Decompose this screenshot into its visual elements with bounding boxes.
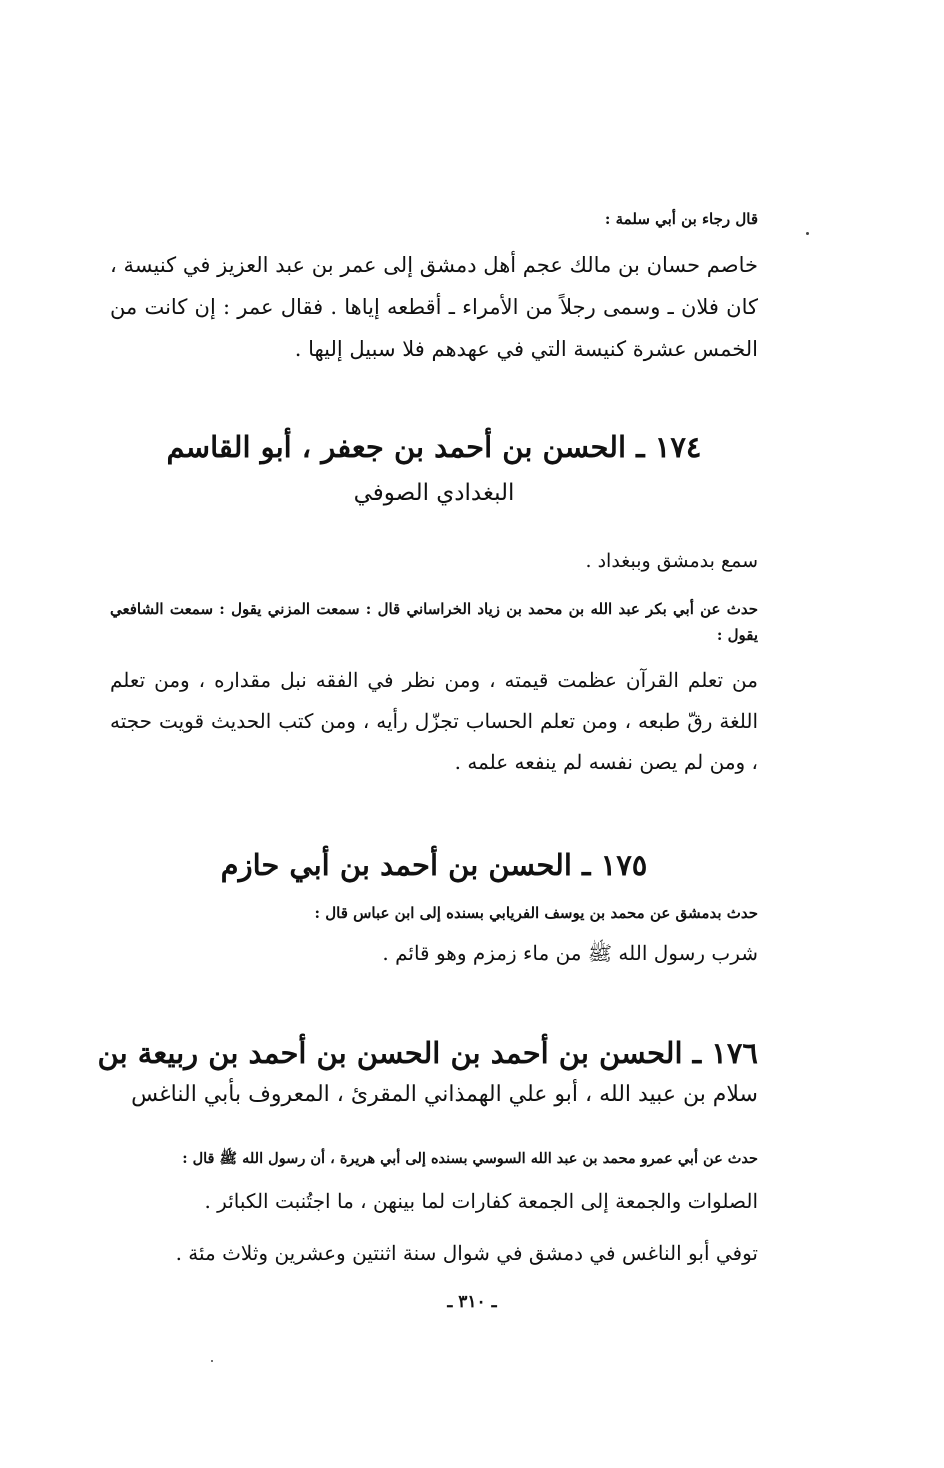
entry-176-chain: حدث عن أبي عمرو محمد بن عبد الله السوسي بسنده إلى أبي هريرة ، أن رسول الله ﷺ قال : (182, 1150, 758, 1167)
entry-174-chain: حدث عن أبي بكر عبد الله بن محمد بن زياد الخراساني قال : سمعت المزني يقول : سمعت الشافعي يقول : (110, 600, 758, 644)
scan-speck (806, 232, 809, 235)
entry-175-chain: حدث بدمشق عن محمد بن يوسف الفريابي بسنده إلى ابن عباس قال : (314, 904, 758, 922)
scan-speck (211, 1360, 213, 1362)
entry-175-title: ١٧٥ ـ الحسن بن أحمد بن أبي حازم (220, 848, 648, 882)
entry-174-title: ١٧٤ ـ الحسن بن أحمد بن جعفر ، أبو القاسم (166, 430, 702, 464)
entry-176-subtitle: سلام بن عبيد الله ، أبو علي الهمذاني المقرئ ، المعروف بأبي الناغس (131, 1082, 758, 1107)
intro-text: خاصم حسان بن مالك عجم أهل دمشق إلى عمر بن عبد العزيز في كنيسة ، كان فلان ـ وسمى رجلاً من الأمراء ـ أقطعه إياها . فقال عمر : إن كانت من الخمس عشرة كنيسة التي في عهدهم فلا سبيل إليها . (110, 253, 758, 361)
intro-chain: قال رجاء بن أبي سلمة : (604, 210, 758, 228)
entry-174-text: من تعلم القرآن عظمت قيمته ، ومن نظر في الفقه نبل مقداره ، ومن تعلم اللغة رقّ طبعه ، ومن تعلم الحساب تجزّل رأيه ، ومن كتب الحديث قويت حجته ، ومن لم يصن نفسه لم ينفعه علمه . (110, 668, 758, 774)
entry-174-subtitle: البغدادي الصوفي (353, 480, 515, 506)
entry-176-death: توفي أبو الناغس في دمشق في شوال سنة اثنتين وعشرين وثلاث مئة . (175, 1241, 758, 1265)
entry-176-text: الصلوات والجمعة إلى الجمعة كفارات لما بينهن ، ما اجتُنبت الكبائر . (204, 1189, 758, 1213)
entry-175-text: شرب رسول الله ﷺ من ماء زمزم وهو قائم . (382, 941, 758, 965)
page-number: ـ ٣١٠ ـ (447, 1292, 497, 1312)
entry-174-heard: سمع بدمشق وببغداد . (585, 550, 758, 572)
entry-176-title: ١٧٦ ـ الحسن بن أحمد بن الحسن بن أحمد بن ربيعة بن (97, 1036, 758, 1070)
